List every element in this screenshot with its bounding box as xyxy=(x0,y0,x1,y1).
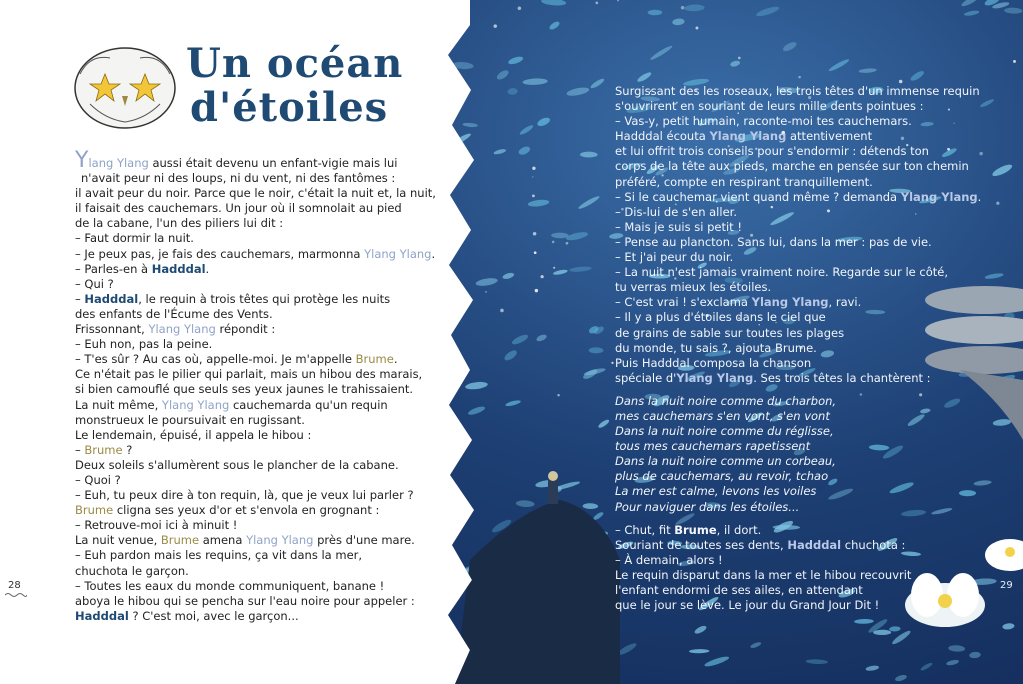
character-name: Brume xyxy=(355,352,394,367)
text-run: et lui offrit trois conseils pour s'endormir : détends ton xyxy=(615,144,929,159)
fish xyxy=(649,44,673,61)
fish xyxy=(946,659,959,666)
text-run: Hadddal écouta xyxy=(615,129,710,144)
fish xyxy=(909,69,925,82)
text-run: monstrueux le poursuivait en rugissant. xyxy=(75,412,305,427)
fish xyxy=(636,71,652,84)
star xyxy=(595,2,598,5)
text-run: . xyxy=(977,189,982,204)
song-line: Pour naviguer dans les étoiles... xyxy=(615,499,800,514)
star xyxy=(533,232,537,236)
text-line xyxy=(75,548,455,563)
fish xyxy=(597,418,610,429)
text-run: des enfants de l'Écume des Vents. xyxy=(75,306,273,321)
text-run: Surgissant des les roseaux, les trois têtes d'un immense requin xyxy=(615,84,980,98)
text-run: ? C'est moi, avec le garçon... xyxy=(128,608,299,623)
text-line xyxy=(615,295,985,310)
fish xyxy=(865,665,879,672)
character-name: Ylang Ylang xyxy=(709,129,787,144)
text-run: de grains de sable sur toutes les plages xyxy=(615,325,845,340)
fish xyxy=(580,152,598,158)
text-run: Deux soleils s'allumèrent sous le plancher de la cabane. xyxy=(75,457,399,472)
character-name: Y xyxy=(75,148,89,173)
star xyxy=(696,27,699,30)
text-line xyxy=(75,503,455,518)
text-line xyxy=(615,583,985,598)
text-line xyxy=(615,326,985,341)
text-line xyxy=(75,186,455,201)
text-line xyxy=(615,159,985,174)
character-name: Ylang Ylang xyxy=(751,295,829,310)
text-line xyxy=(75,594,455,609)
star xyxy=(541,275,544,278)
star xyxy=(553,267,555,269)
star xyxy=(798,76,801,79)
owl-illustration xyxy=(70,44,180,132)
text-run: – Mais je suis si petit ! xyxy=(615,219,742,234)
text-line xyxy=(75,262,455,277)
text-run: , il dort. xyxy=(716,522,762,537)
text-run: si bien camouflé que seuls ses yeux jaunes le trahissaient. xyxy=(75,382,414,397)
star xyxy=(532,176,533,177)
text-line xyxy=(615,538,985,553)
fish xyxy=(553,269,568,276)
text-line xyxy=(75,307,455,322)
star xyxy=(681,6,685,10)
text-run: – Retrouve-moi ici à minuit ! xyxy=(75,518,238,533)
character-name: Ylang Ylang xyxy=(148,322,216,337)
text-run: – xyxy=(75,291,85,306)
story-title xyxy=(186,42,403,130)
star xyxy=(617,0,619,1)
text-line xyxy=(75,352,455,367)
fish xyxy=(505,399,521,407)
fish xyxy=(583,503,599,509)
text-run: aussi était devenu un enfant-vigie mais lui xyxy=(148,156,398,170)
text-line xyxy=(75,322,455,337)
text-line xyxy=(75,518,455,533)
text-run: ? xyxy=(122,442,133,457)
text-run: – Dis-lui de s'en aller. xyxy=(615,204,737,219)
text-run: La nuit même, xyxy=(75,397,162,412)
song-line: mes cauchemars s'en vont, s'en vont xyxy=(615,408,830,423)
text-run: il avait peur du noir. Parce que le noir, c'était la nuit et, la nuit, xyxy=(75,186,436,201)
text-run: – Toutes les eaux du monde communiquent, banane ! xyxy=(75,578,385,593)
text-run: , ravi. xyxy=(828,295,862,310)
character-name: Brume xyxy=(160,533,200,548)
fish xyxy=(522,78,547,86)
fish xyxy=(566,86,590,97)
rock xyxy=(455,500,620,684)
text-run: Le requin disparut dans la mer et le hibou recouvrit xyxy=(615,567,912,582)
text-run: chuchota : xyxy=(841,537,906,552)
fish xyxy=(507,55,524,65)
page-number-left: 28 xyxy=(8,580,21,591)
fish xyxy=(984,272,1003,280)
fish xyxy=(467,405,486,416)
star xyxy=(534,251,537,254)
star xyxy=(566,242,569,245)
fish xyxy=(517,145,531,156)
text-line xyxy=(615,553,985,568)
song-line: tous mes cauchemars rapetissent xyxy=(615,439,811,454)
fish xyxy=(551,232,569,238)
fish xyxy=(894,674,907,682)
character-name: Ylang Ylang xyxy=(161,397,230,412)
text-line xyxy=(615,205,985,220)
text-run: Souriant de toutes ses dents, xyxy=(615,537,788,552)
wave-ornament xyxy=(5,592,27,597)
text-run: tu verras mieux les étoiles. xyxy=(615,280,772,295)
text-run: il faisait des cauchemars. Un jour où il somnolait au pied xyxy=(75,201,402,216)
right-text-part-2 xyxy=(615,523,985,614)
text-run: amena xyxy=(199,533,247,548)
text-run: attentivement xyxy=(786,129,873,144)
text-run: Puis Hadddal composa la chanson xyxy=(615,355,812,370)
star xyxy=(493,24,496,27)
text-run: – Euh, tu peux dire à ton requin, là, que je veux lui parler ? xyxy=(75,488,414,503)
text-run: s'ouvrirent en souriant de leurs mille dents pointues : xyxy=(615,99,924,114)
text-run: répondit : xyxy=(215,322,276,337)
text-run: – Et j'ai peur du noir. xyxy=(615,250,734,265)
fish xyxy=(992,418,1011,426)
text-line xyxy=(75,247,455,262)
fish xyxy=(991,162,1014,178)
text-run: La nuit venue, xyxy=(75,533,161,548)
text-line xyxy=(75,367,455,382)
text-run: – Il y a plus d'étoiles dans le ciel que xyxy=(615,310,826,325)
star xyxy=(532,167,535,170)
text-line xyxy=(75,609,455,624)
character-name: Ylang Ylang xyxy=(676,370,754,385)
text-line xyxy=(615,84,985,99)
character-name: Hadddal xyxy=(151,261,206,276)
fish xyxy=(964,10,980,17)
text-line xyxy=(75,458,455,473)
text-run: – Quoi ? xyxy=(75,472,121,487)
text-run: – Qui ? xyxy=(75,276,114,291)
text-run: aboya le hibou qui se pencha sur l'eau noire pour appeler : xyxy=(75,593,415,608)
star xyxy=(557,394,559,396)
text-run: Ce n'était pas le pilier qui parlait, mais un hibou des marais, xyxy=(75,367,423,382)
text-line xyxy=(75,579,455,594)
song-lyrics xyxy=(615,394,985,515)
character-name: Ylang Ylang xyxy=(246,533,314,548)
fish xyxy=(589,77,605,90)
left-page-text xyxy=(75,148,455,624)
character-name: lang Ylang xyxy=(88,156,149,170)
fish xyxy=(577,195,600,211)
fish xyxy=(493,148,506,155)
fish xyxy=(465,381,488,391)
text-line xyxy=(615,190,985,205)
text-line xyxy=(75,398,455,413)
fish xyxy=(750,641,762,649)
text-run: – Parles-en à xyxy=(75,261,152,276)
star xyxy=(518,7,522,11)
fish xyxy=(503,348,519,362)
text-run: – Euh non, pas la peine. xyxy=(75,337,213,352)
text-line xyxy=(75,428,455,443)
character-name: Hadddal xyxy=(84,291,139,306)
text-line xyxy=(615,523,985,538)
fish xyxy=(583,367,606,377)
fish xyxy=(873,630,891,635)
star xyxy=(1013,60,1016,63)
song-line: plus de cauchemars, au revoir, tchao xyxy=(615,469,829,484)
fish xyxy=(704,655,730,668)
text-line xyxy=(75,443,455,458)
star xyxy=(738,57,741,60)
fish xyxy=(684,4,705,12)
text-run: – Si le cauchemar vient quand même ? demanda xyxy=(615,189,901,204)
text-line xyxy=(75,413,455,428)
text-line xyxy=(75,277,455,292)
text-line xyxy=(75,231,455,246)
lighthouse xyxy=(548,478,558,504)
fish xyxy=(730,60,741,68)
fish xyxy=(828,58,850,73)
text-line xyxy=(615,341,985,356)
fish xyxy=(569,266,592,273)
text-line xyxy=(75,216,455,231)
text-run: – Je peux pas, je fais des cauchemars, marmonna xyxy=(75,246,365,261)
text-line xyxy=(75,148,455,173)
title-line-1: Un océan xyxy=(186,40,404,87)
text-run: – À demain, alors ! xyxy=(615,552,723,567)
text-line xyxy=(75,382,455,397)
text-run: – Vas-y, petit humain, raconte-moi tes cauchemars. xyxy=(615,114,912,129)
text-line xyxy=(615,310,985,325)
fish xyxy=(548,20,561,31)
character-name: Hadddal xyxy=(75,608,129,623)
text-line xyxy=(615,99,985,114)
text-line xyxy=(75,564,455,579)
text-run: Le lendemain, épuisé, il appela le hibou : xyxy=(75,427,312,442)
text-line xyxy=(75,171,455,186)
text-line xyxy=(615,356,985,371)
fish xyxy=(565,231,589,242)
text-line xyxy=(75,533,455,548)
fish xyxy=(693,624,707,635)
fish xyxy=(541,0,567,6)
text-run: du monde, tu sais ?, ajouta Brume. xyxy=(615,340,817,355)
fish xyxy=(535,333,547,342)
lily-petal xyxy=(985,539,1023,571)
star xyxy=(500,309,504,313)
fish xyxy=(960,0,981,8)
text-run: cauchemarda qu'un requin xyxy=(229,397,388,412)
text-line xyxy=(75,292,455,307)
text-run: . xyxy=(205,261,210,276)
star xyxy=(552,241,555,244)
text-run: . Ses trois têtes la chantèrent : xyxy=(753,370,931,385)
star xyxy=(996,202,999,205)
fish xyxy=(854,619,874,624)
lily-center xyxy=(1005,547,1015,557)
text-run: que le jour se lève. Le jour du Grand Jour Dit ! xyxy=(615,598,880,613)
text-line xyxy=(615,144,985,159)
fish xyxy=(948,645,965,652)
text-run: – xyxy=(75,442,85,457)
page-number-right: 29 xyxy=(1000,580,1013,591)
fish xyxy=(1002,623,1015,630)
fish xyxy=(527,199,549,208)
fish xyxy=(920,662,933,672)
star xyxy=(611,362,613,364)
text-line xyxy=(75,488,455,503)
text-run: – Chut, fit xyxy=(615,522,675,537)
fish xyxy=(495,69,510,82)
lighthouse-rock xyxy=(455,471,620,684)
text-run: – La nuit n'est jamais vraiment noire. Regarde sur le côté, xyxy=(615,265,948,280)
fish xyxy=(519,124,535,136)
fish xyxy=(516,500,535,508)
text-run: – Faut dormir la nuit. xyxy=(75,231,194,246)
star xyxy=(532,194,535,197)
fish xyxy=(511,333,530,346)
fish xyxy=(462,122,478,127)
song-line: Dans la nuit noire comme un corbeau, xyxy=(615,454,836,469)
text-run: . xyxy=(431,246,436,261)
character-name: Ylang Ylang xyxy=(364,246,432,261)
star xyxy=(899,80,903,84)
fish xyxy=(689,649,710,653)
fish xyxy=(1004,7,1022,14)
character-name: Brume xyxy=(75,503,114,518)
right-page-text xyxy=(615,84,985,613)
text-line xyxy=(615,371,985,386)
text-line xyxy=(75,201,455,216)
text-run: près d'une mare. xyxy=(313,533,415,548)
text-run: , le requin à trois têtes qui protège les nuits xyxy=(138,291,391,306)
text-run: – T'es sûr ? Au cas où, appelle-moi. Je m'appelle xyxy=(75,352,356,367)
text-line xyxy=(615,598,985,613)
song-line: Dans la nuit noire comme du charbon, xyxy=(615,393,837,408)
fish xyxy=(589,347,604,353)
text-line xyxy=(615,220,985,235)
fish xyxy=(672,18,685,26)
fish xyxy=(507,88,518,95)
fish xyxy=(891,629,912,646)
text-line xyxy=(615,250,985,265)
fish xyxy=(502,272,515,280)
text-line xyxy=(75,473,455,488)
title-line-2: d'étoiles xyxy=(190,84,389,131)
fish xyxy=(536,116,551,128)
song-line: La mer est calme, levons les voiles xyxy=(615,484,817,499)
character-name: Brume xyxy=(84,442,123,457)
fish xyxy=(782,40,798,53)
text-run: chuchota le garçon. xyxy=(75,563,189,578)
text-run: préféré, compte en respirant tranquillement. xyxy=(615,174,873,189)
text-line xyxy=(75,337,455,352)
star xyxy=(535,289,538,292)
fish xyxy=(755,5,780,18)
text-run: corps de la tête aux pieds, marche en pensée sur ton chemin xyxy=(615,159,969,174)
fish xyxy=(889,626,901,632)
character-name: Brume xyxy=(674,522,717,537)
text-line xyxy=(615,265,985,280)
owl-face xyxy=(75,48,175,128)
fish xyxy=(859,68,877,74)
text-run: n'avait peur ni des loups, ni du vent, ni des fantômes : xyxy=(81,171,396,186)
right-text-part-1 xyxy=(615,84,985,386)
star xyxy=(485,291,487,293)
text-run: Frissonnant, xyxy=(75,322,149,337)
text-run: – Pense au plancton. Sans lui, dans la mer : pas de vie. xyxy=(615,234,932,249)
text-run: spéciale d' xyxy=(615,370,677,385)
character-name: Hadddal xyxy=(787,537,842,552)
text-run: – Euh pardon mais les requins, ça vit dans la mer, xyxy=(75,548,363,563)
character-name: Ylang Ylang xyxy=(900,189,978,204)
text-run: l'enfant endormi de ses ailes, en attendant xyxy=(615,583,863,597)
text-line xyxy=(615,235,985,250)
text-run: – C'est vrai ! s'exclama xyxy=(615,295,752,310)
text-run: . xyxy=(393,352,398,367)
fish xyxy=(475,277,498,287)
text-run: de la cabane, l'un des piliers lui dit : xyxy=(75,216,284,231)
song-line: Dans la nuit noire comme du réglisse, xyxy=(615,424,834,439)
text-line xyxy=(615,129,985,144)
lighthouse-light xyxy=(548,471,558,481)
text-line xyxy=(615,114,985,129)
fish xyxy=(969,651,981,658)
text-line xyxy=(615,280,985,295)
text-run: cligna ses yeux d'or et s'envola en grognant : xyxy=(113,503,380,518)
fish xyxy=(806,659,828,664)
fish xyxy=(648,10,663,16)
text-line xyxy=(615,568,985,583)
text-line xyxy=(615,175,985,190)
